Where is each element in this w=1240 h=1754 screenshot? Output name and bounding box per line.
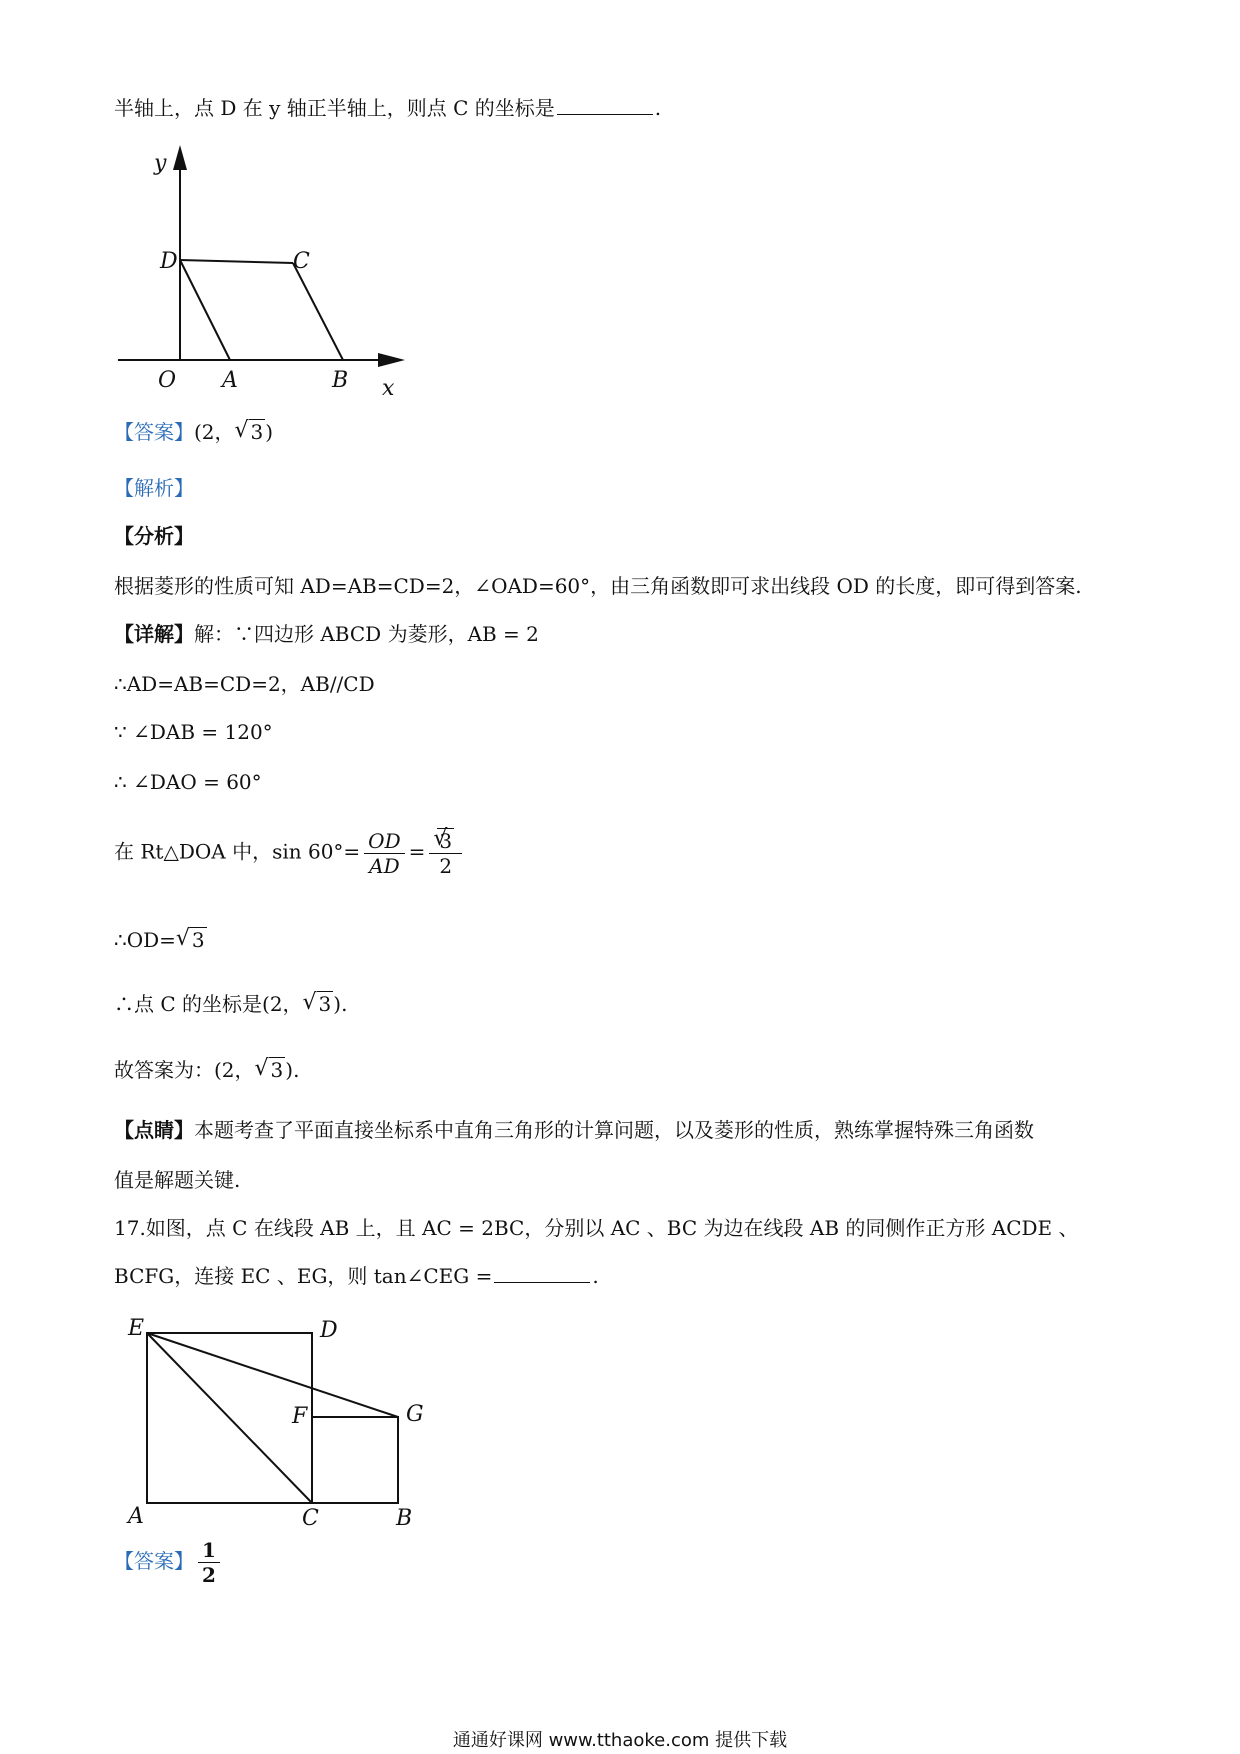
step-1: ∴AD=AB=CD=2，AB//CD bbox=[114, 672, 375, 696]
label-G: G bbox=[406, 1402, 424, 1427]
label-B2: B bbox=[396, 1506, 413, 1530]
label-x: x bbox=[382, 376, 395, 400]
fenxi-text: 根据菱形的性质可知 AD=AB=CD=2，∠OAD=60°，由三角函数即可求出线段 OD 的长度，即可得到答案. bbox=[114, 574, 1082, 598]
step-2: ∵ ∠DAB = 120° bbox=[114, 720, 273, 744]
footer: 通通好课网 www.tthaoke.com 提供下载 bbox=[452, 1730, 788, 1751]
label-E: E bbox=[128, 1316, 145, 1341]
label-C: C bbox=[293, 249, 310, 274]
label-C2: C bbox=[302, 1506, 319, 1530]
label-D: D bbox=[160, 249, 178, 274]
answer-17: 【答案】 $\frac{1}{2}$ bbox=[114, 1538, 224, 1587]
label-O: O bbox=[158, 368, 177, 393]
label-D2: D bbox=[320, 1318, 338, 1343]
q17-line1: 17.如图，点 C 在线段 AB 上，且 AC = 2BC，分别以 AC 、BC 为边在线段 AB 的同侧作正方形 ACDE 、 bbox=[114, 1216, 1079, 1240]
figure-rhombus bbox=[110, 140, 410, 400]
xiangjie: 【详解】解：∵四边形 ABCD 为菱形，AB = 2 bbox=[114, 622, 539, 646]
label-A2: A bbox=[128, 1504, 144, 1529]
label-B: B bbox=[332, 368, 349, 393]
dianjing: 【点睛】本题考查了平面直接坐标系中直角三角形的计算问题，以及菱形的性质，熟练掌握特殊三角函数 bbox=[114, 1118, 1034, 1142]
step-4: 在 Rt△DOA 中，sin 60°= $\frac{OD}{AD}$ = √ $\frac{3}{2}$ bbox=[114, 828, 466, 878]
answer-blank bbox=[557, 96, 653, 115]
jiexi-tag: 【解析】 bbox=[114, 476, 194, 500]
label-y: y bbox=[154, 151, 167, 176]
step-7: 故答案为：(2，√ 3 ). bbox=[114, 1058, 299, 1082]
step-3: ∴ ∠DAO = 60° bbox=[114, 770, 262, 794]
fenxi-tag: 【分析】 bbox=[114, 524, 194, 548]
label-F: F bbox=[292, 1404, 308, 1429]
dianjing-cont: 值是解题关键. bbox=[114, 1168, 241, 1192]
label-A: A bbox=[222, 368, 238, 393]
answer-blank bbox=[494, 1264, 590, 1283]
answer-16: 【答案】(2，√ 3 ) bbox=[114, 420, 273, 444]
figure-squares bbox=[110, 1305, 440, 1530]
q17-line2: BCFG，连接 EC 、EG，则 tan∠CEG = . bbox=[114, 1264, 599, 1288]
q16-line: 半轴上，点 D 在 y 轴正半轴上，则点 C 的坐标是 . bbox=[114, 96, 662, 120]
step-6: ∴点 C 的坐标是(2，√ 3 ). bbox=[114, 992, 347, 1016]
step-5: ∴OD=√ 3 bbox=[114, 928, 207, 952]
